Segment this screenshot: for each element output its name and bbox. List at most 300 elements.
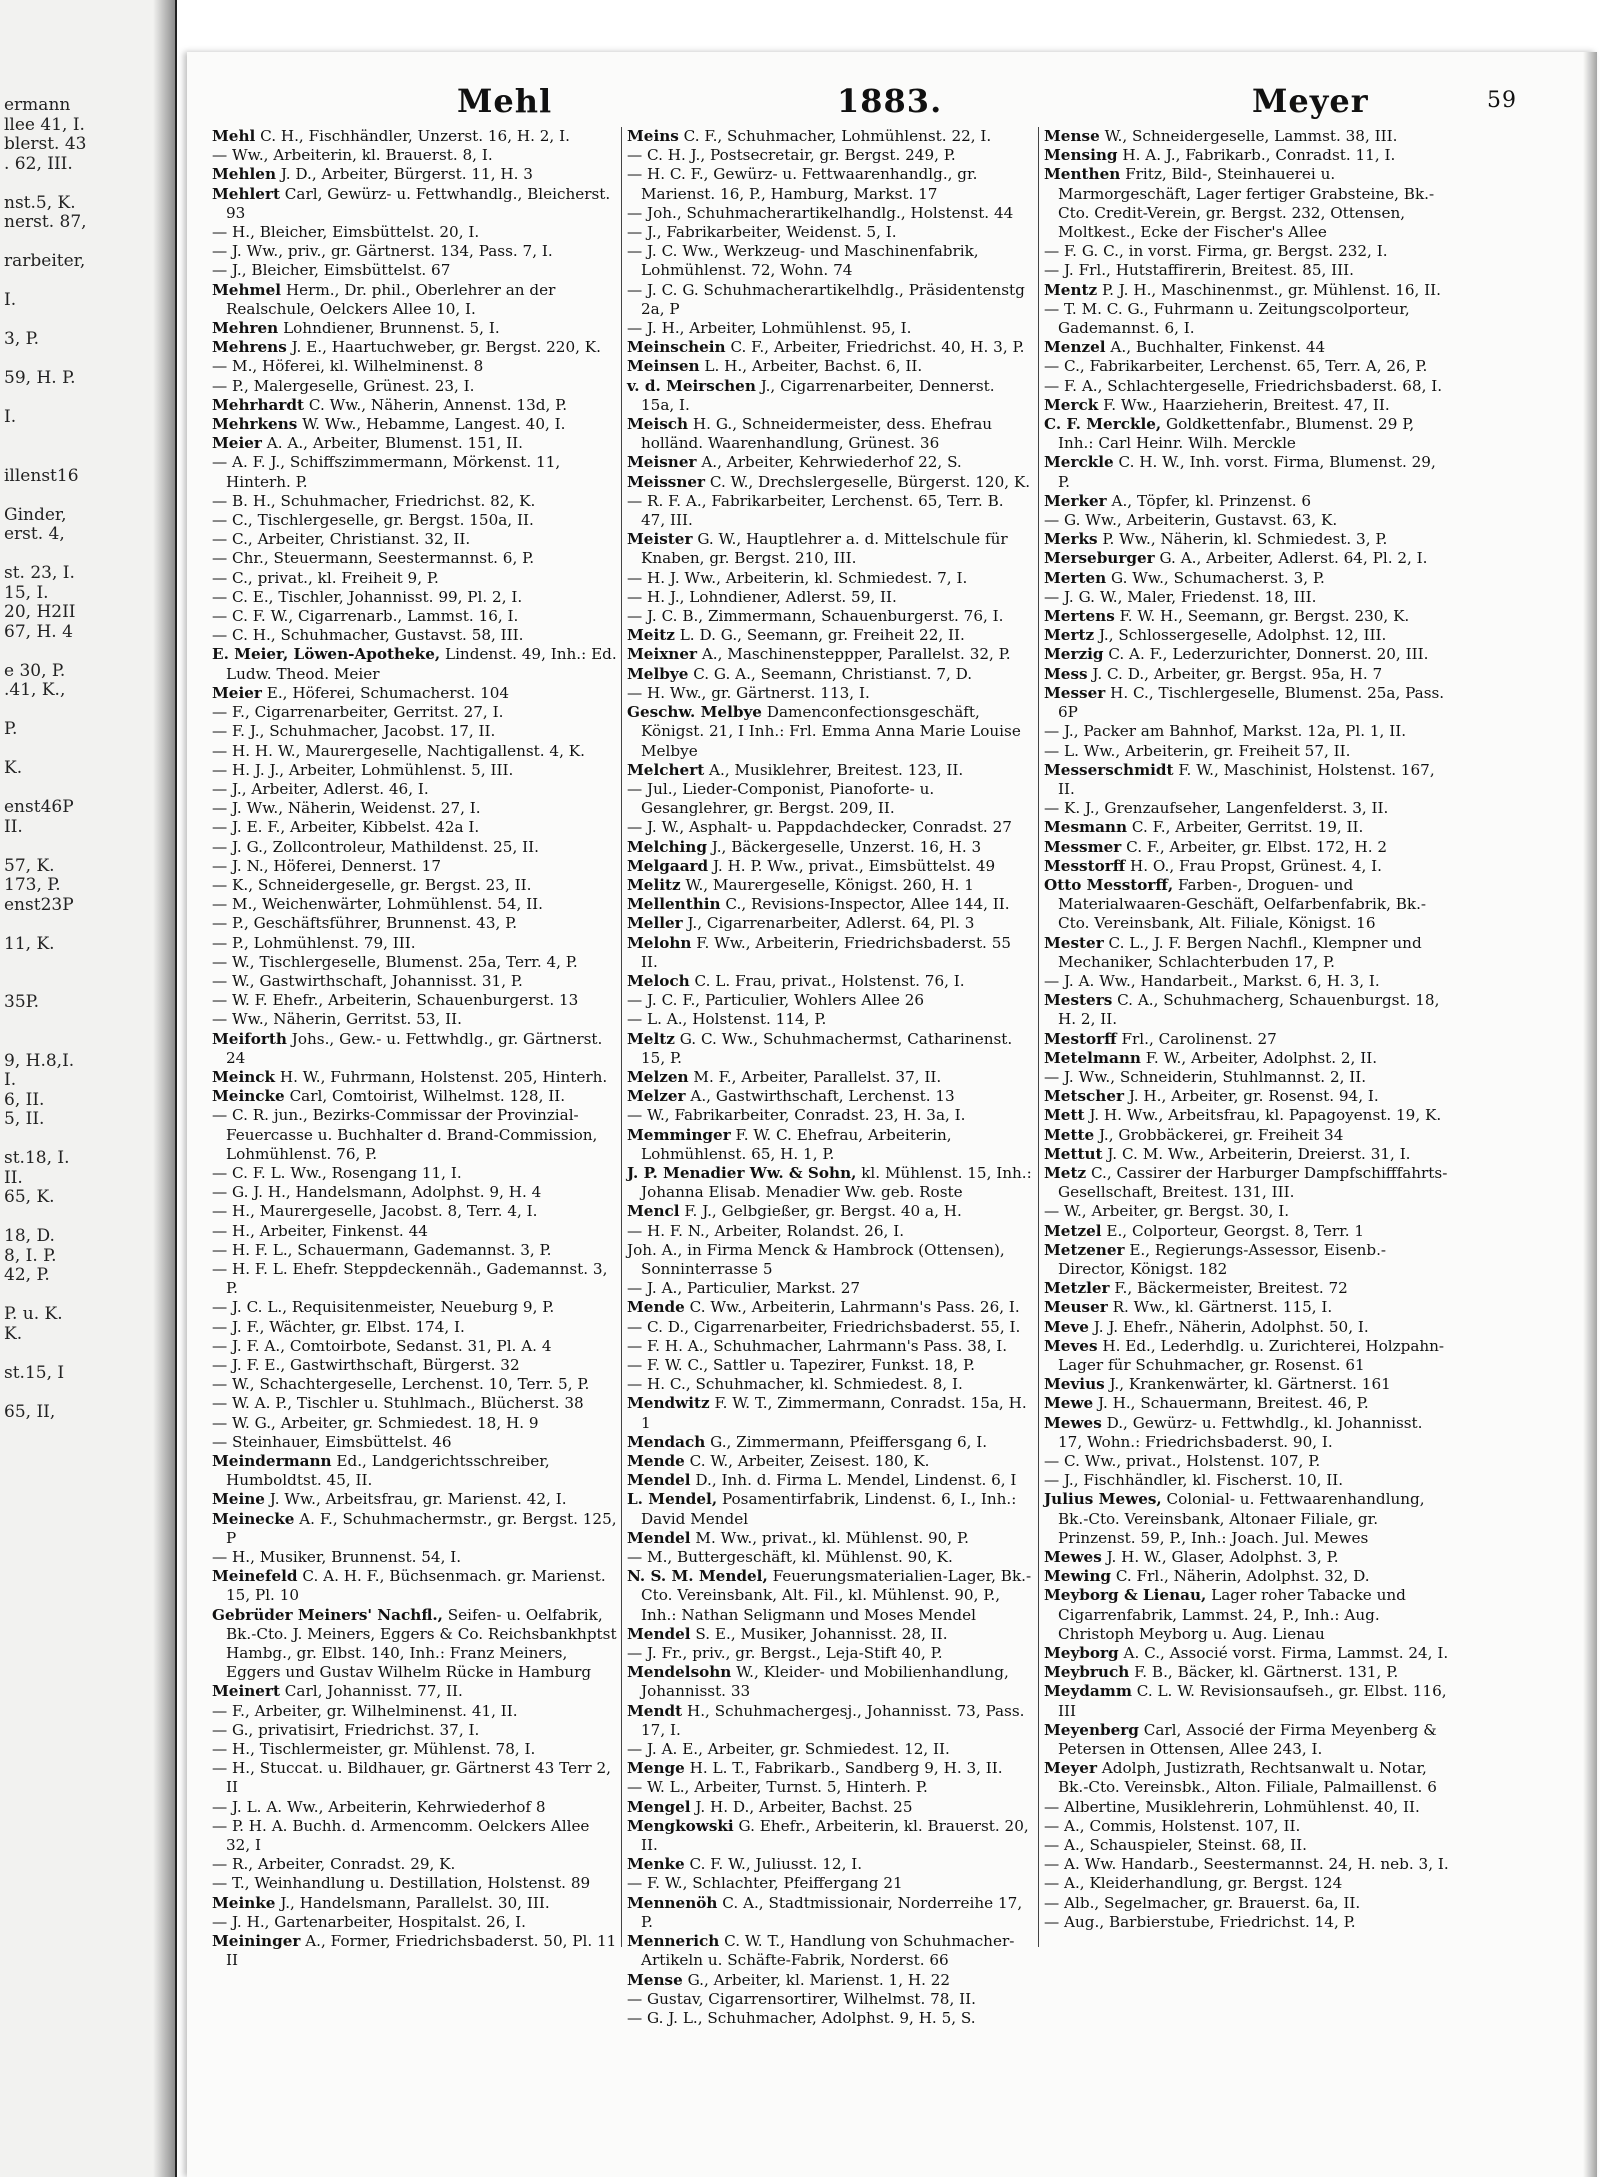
entry-details: J. H. Ww., Arbeitsfrau, kl. Papagoyenst. 19, K. (1089, 1106, 1442, 1125)
directory-entry (212, 588, 617, 607)
entry-details: L. H., Arbeiter, Bachst. 6, II. (704, 357, 923, 376)
entry-details: — C. E., Tischler, Johannisst. 99, Pl. 2, I. (212, 587, 523, 606)
facing-page-text: blerst. 43 (4, 134, 87, 154)
entry-details: — H. J. J., Arbeiter, Lohmühlenst. 5, III. (212, 760, 514, 779)
entry-details: C. A. H. F., Büchsenmach. gr. Marienst. 15, Pl. 10 (226, 1567, 606, 1605)
entry-surname: Mendwitz (627, 1394, 710, 1413)
directory-entry (1044, 511, 1449, 530)
entry-details: — H. H. W., Maurergeselle, Nachtigallenst. 4, K. (212, 741, 585, 760)
directory-entry (627, 914, 1032, 933)
directory-entry (212, 1260, 617, 1298)
entry-details: A., Former, Friedrichsbaderst. 50, Pl. 11 II (226, 1932, 617, 1970)
entry-details: H., Schuhmachergesj., Johannisst. 73, Pass. 17, I. (641, 1701, 1025, 1739)
entry-details: C. A. F., Lederzurichter, Donnerst. 20, III. (1108, 645, 1429, 664)
facing-page-text: enst23P (4, 894, 74, 915)
entry-details: Feuerungsmaterialien-Lager, Bk.-Cto. Vereinsbank, Alt. Fil., kl. Mühlenst. 90, P., Inh.: Nathan Seligmann und Moses Mendel (641, 1567, 1032, 1624)
entry-details: — F. A., Schlachtergeselle, Friedrichsbaderst. 68, I. (1044, 376, 1443, 395)
entry-surname: C. F. Merckle, (1044, 415, 1162, 434)
directory-entry (1044, 357, 1449, 376)
directory-entry (1044, 1548, 1449, 1567)
directory-entry (627, 242, 1032, 280)
entry-details: — J. F. A., Comtoirbote, Sedanst. 31, Pl. A. 4 (212, 1336, 552, 1355)
entry-details: — F. H. A., Schuhmacher, Lahrmann's Pass. 38, I. (627, 1336, 1008, 1355)
directory-entry (1044, 1874, 1449, 1893)
facing-page-text: 35P. (4, 992, 40, 1012)
column-middle (627, 127, 1032, 2028)
directory-entry (212, 319, 617, 338)
directory-entry (627, 1932, 1032, 1970)
entry-details: — Gustav, Cigarrensortirer, Wilhelmst. 78, II. (627, 1989, 976, 2008)
facing-page-text: K. (4, 1323, 23, 1344)
entry-surname: Mendach (627, 1432, 706, 1451)
directory-entry (1044, 1202, 1449, 1221)
entry-details: A., Buchhalter, Finkenst. 44 (1110, 338, 1326, 357)
entry-details: — H., Maurergeselle, Jacobst. 8, Terr. 4, I. (212, 1202, 538, 1221)
directory-entry (627, 1990, 1032, 2009)
entry-details: — W. F. Ehefr., Arbeiterin, Schauenburgerst. 13 (212, 991, 579, 1010)
directory-entry (627, 281, 1032, 319)
entry-details: C. L. W. Revisionsaufseh., gr. Elbst. 116, III (1058, 1682, 1447, 1720)
entry-details: A. F., Schuhmachermstr., gr. Bergst. 125, P (226, 1509, 617, 1547)
entry-details: — J. C. Ww., Werkzeug- und Maschinenfabrik, Lohmühlenst. 72, Wohn. 74 (627, 242, 979, 280)
directory-entry (627, 415, 1032, 453)
entry-details: C., Revisions-Inspector, Allee 144, II. (725, 895, 1010, 914)
directory-entry (212, 1202, 617, 1221)
directory-entry (212, 818, 617, 837)
column-left (212, 127, 617, 1971)
directory-entry (627, 1644, 1032, 1663)
directory-entry (212, 1740, 617, 1759)
entry-details: Lager roher Tabacke und Cigarrenfabrik, Lammst. 24, P., Inh.: Aug. Christoph Meyborg u. Aug. Lienau (1058, 1586, 1406, 1643)
directory-entry (1044, 1087, 1449, 1106)
entry-details: H. G., Schneidermeister, dess. Ehefrau holländ. Waarenhandlung, Grünest. 36 (641, 415, 993, 453)
entry-surname: Metzler (1044, 1279, 1110, 1298)
facing-page-text: 6, II. (4, 1089, 45, 1110)
directory-entry (212, 1874, 617, 1893)
entry-details: F. W. C. Ehefrau, Arbeiterin, Lohmühlenst. 65, H. 1, P. (641, 1125, 952, 1163)
entry-surname: Meinefeld (212, 1567, 298, 1586)
directory-entry (627, 1241, 1032, 1279)
entry-surname: Melitz (627, 875, 681, 894)
directory-entry (212, 1241, 617, 1260)
entry-details: — C., Fabrikarbeiter, Lerchenst. 65, Terr. A, 26, P. (1044, 357, 1428, 376)
directory-entry (212, 338, 617, 357)
directory-entry (627, 1894, 1032, 1932)
directory-entry (212, 684, 617, 703)
facing-page-text: 11, K. (4, 933, 55, 954)
directory-entry (212, 1318, 617, 1337)
entry-details: — A., Schauspieler, Steinst. 68, II. (1044, 1836, 1307, 1855)
entry-surname: Mengel (627, 1797, 691, 1816)
entry-details: Ed., Landgerichtsschreiber, Humboldtst. 45, II. (226, 1452, 550, 1490)
entry-surname: Melching (627, 837, 707, 856)
entry-surname: Merseburger (1044, 549, 1155, 568)
directory-entry (212, 742, 617, 761)
entry-details: J., Handelsmann, Parallelst. 30, III. (280, 1893, 550, 1912)
entry-surname: Mestorff (1044, 1029, 1117, 1048)
entry-details: F. J., Gelbgießer, gr. Bergst. 40 a, H. (684, 1202, 962, 1221)
entry-details: A. C., Associé vorst. Firma, Lammst. 24, I. (1123, 1644, 1449, 1663)
entry-details: F. B., Bäcker, kl. Gärtnerst. 131, P. (1134, 1663, 1399, 1682)
entry-surname: Meve (1044, 1317, 1089, 1336)
entry-details: Herm., Dr. phil., Oberlehrer an der Realschule, Oelckers Allee 10, I. (226, 280, 556, 318)
directory-entry (212, 1913, 617, 1932)
entry-surname: E. Meier, Löwen-Apotheke, (212, 645, 441, 664)
entry-surname: Meitz (627, 626, 675, 645)
entry-details: J. H. W., Glaser, Adolphst. 3, P. (1106, 1548, 1339, 1567)
entry-surname: Mehrkens (212, 415, 298, 434)
entry-details: G. W., Hauptlehrer a. d. Mittelschule für Knaben, gr. Bergst. 210, III. (641, 530, 1008, 568)
entry-surname: Messerschmidt (1044, 760, 1174, 779)
entry-details: G. A., Arbeiter, Adlerst. 64, Pl. 2, I. (1159, 549, 1428, 568)
directory-entry (1044, 1145, 1449, 1164)
entry-surname: Metzel (1044, 1221, 1102, 1240)
directory-entry (212, 1356, 617, 1375)
entry-surname: Mertens (1044, 607, 1115, 626)
entry-details: M. F., Arbeiter, Parallelst. 37, II. (693, 1067, 942, 1086)
entry-details: R. Ww., kl. Gärtnerst. 115, I. (1112, 1298, 1333, 1317)
entry-details: — Chr., Steuermann, Seestermannst. 6, P. (212, 549, 535, 568)
column-right (1044, 127, 1449, 1932)
directory-entry (212, 1087, 617, 1106)
entry-details: — Albertine, Musiklehrerin, Lohmühlenst. 40, II. (1044, 1797, 1420, 1816)
facing-page-text: 3, P. (4, 329, 40, 349)
entry-details: J. D., Arbeiter, Bürgerst. 11, H. 3 (280, 165, 533, 184)
directory-entry (627, 857, 1032, 876)
directory-entry (212, 626, 617, 645)
entry-details: H. L. T., Fabrikarb., Sandberg 9, H. 3, II. (689, 1759, 1003, 1778)
entry-details: P. J. H., Maschinenmst., gr. Mühlenst. 16, II. (1101, 280, 1442, 299)
directory-entry (1044, 1068, 1449, 1087)
directory-entry (627, 1279, 1032, 1298)
entry-details: J. H., Arbeiter, gr. Rosenst. 94, I. (1128, 1087, 1379, 1106)
directory-entry (1044, 281, 1449, 300)
directory-entry (1044, 453, 1449, 491)
entry-surname: Meininger (212, 1932, 301, 1951)
entry-surname: Messmer (1044, 837, 1122, 856)
entry-surname: Meixner (627, 645, 698, 664)
entry-surname: Mendel (627, 1471, 691, 1490)
directory-entry (1044, 1490, 1449, 1548)
directory-entry (1044, 1164, 1449, 1202)
entry-details: — G. J. H., Handelsmann, Adolphst. 9, H. 4 (212, 1183, 542, 1202)
entry-details: H. C., Tischlergeselle, Blumenst. 25a, Pass. 6P (1058, 683, 1445, 722)
facing-page-text: 9, H.8,I. (4, 1050, 75, 1071)
entry-surname: Mehlen (212, 165, 276, 184)
facing-page-text: enst46P (4, 797, 74, 817)
directory-entry (627, 1222, 1032, 1241)
directory-entry (212, 895, 617, 914)
entry-details: C. F. W., Juliusst. 12, I. (689, 1855, 863, 1874)
directory-entry (627, 473, 1032, 492)
directory-entry (212, 1222, 617, 1241)
entry-surname: Meisch (627, 415, 689, 434)
directory-entry (212, 242, 617, 261)
entry-details: C. Frl., Näherin, Adolphst. 32, D. (1115, 1567, 1370, 1586)
page-number: 59 (1487, 88, 1517, 113)
directory-entry (627, 1010, 1032, 1029)
directory-entry (1044, 1394, 1449, 1413)
entry-details: — W. L., Arbeiter, Turnst. 5, Hinterh. P. (627, 1778, 928, 1797)
directory-entry (627, 1337, 1032, 1356)
directory-entry (1044, 799, 1449, 818)
entry-surname: Meissner (627, 472, 706, 491)
entry-surname: Meydamm (1044, 1682, 1132, 1701)
entry-details: — Aug., Barbierstube, Friedrichst. 14, P. (1044, 1912, 1356, 1931)
directory-entry (212, 1798, 617, 1817)
entry-details: — T., Weinhandlung u. Destillation, Holstenst. 89 (212, 1874, 591, 1893)
directory-entry (1044, 1106, 1449, 1125)
entry-details: C. A., Schuhmacherg, Schauenburgst. 18, H. 2, II. (1058, 991, 1440, 1029)
entry-surname: Meuser (1044, 1298, 1108, 1317)
facing-page-text: st.15, I (4, 1362, 65, 1383)
directory-entry (1044, 588, 1449, 607)
directory-entry (1044, 127, 1449, 146)
entry-details: C. F., Schuhmacher, Lohmühlenst. 22, I. (683, 127, 992, 145)
entry-details: — W., Arbeiter, gr. Bergst. 30, I. (1044, 1202, 1290, 1221)
entry-surname: Mellenthin (627, 895, 721, 914)
entry-details: H. Ed., Lederhdlg. u. Zurichterei, Holzpahn-Lager für Schuhmacher, gr. Rosenst. 61 (1058, 1336, 1445, 1374)
directory-entry (627, 684, 1032, 703)
entry-surname: Mehrens (212, 338, 287, 357)
entry-details: — K. J., Grenzaufseher, Langenfelderst. 3, II. (1044, 799, 1389, 818)
entry-details: W. Ww., Hebamme, Langest. 40, I. (302, 415, 566, 434)
entry-details: W., Kleider- und Mobilienhandlung, Johannisst. 33 (641, 1663, 1009, 1701)
directory-entry (1044, 1298, 1449, 1317)
entry-details: C. W., Arbeiter, Zeisest. 180, K. (689, 1452, 930, 1471)
directory-entry (212, 1548, 617, 1567)
directory-entry (1044, 1817, 1449, 1836)
facing-page-text: K. (4, 758, 23, 778)
directory-entry (212, 357, 617, 376)
entry-surname: Mende (627, 1298, 685, 1317)
directory-entry (1044, 1759, 1449, 1797)
directory-entry (1044, 569, 1449, 588)
entry-surname: Meves (1044, 1336, 1098, 1355)
directory-entry (212, 1721, 617, 1740)
entry-details: Lindenst. 49, Inh.: Ed. Ludw. Theod. Meier (226, 645, 617, 683)
directory-entry (212, 185, 617, 223)
entry-surname: Melgaard (627, 856, 709, 875)
entry-details: — P., Malergeselle, Grünest. 23, I. (212, 376, 475, 395)
facing-page-text: st.18, I. (4, 1148, 70, 1168)
directory-entry (212, 1337, 617, 1356)
facing-page-text: 173, P. (4, 875, 61, 895)
directory-entry (627, 1490, 1032, 1528)
entry-details: J. H. D., Arbeiter, Bachst. 25 (695, 1797, 913, 1816)
entry-details: C. L., J. F. Bergen Nachfl., Klempner und Mechaniker, Schlachterbuden 17, P. (1058, 933, 1422, 971)
entry-details: C. W., Drechslergeselle, Bürgerst. 120, K. (709, 472, 1031, 491)
directory-entry (1044, 1836, 1449, 1855)
directory-entry (212, 281, 617, 319)
entry-details: Carl, Johannisst. 77, II. (284, 1682, 463, 1701)
directory-entry (212, 1606, 617, 1683)
entry-details: — F., Arbeiter, gr. Wilhelminenst. 41, II. (212, 1701, 518, 1720)
entry-details: — G., privatisirt, Friedrichst. 37, I. (212, 1720, 480, 1739)
directory-entry (627, 838, 1032, 857)
directory-entry (627, 607, 1032, 626)
directory-entry (627, 1971, 1032, 1990)
page-header (187, 82, 1597, 122)
entry-details: Colonial- u. Fettwaarenhandlung, Bk.-Cto. Vereinsbank, Altonaer Filiale, gr. Prinzenst. 59, P., Inh.: Joach. Jul. Mewes (1058, 1490, 1425, 1547)
header-first-word: Mehl (457, 82, 553, 120)
binding-shadow (153, 0, 175, 2177)
entry-details: A., Gastwirthschaft, Lerchenst. 13 (690, 1087, 955, 1106)
entry-details: — R. F. A., Fabrikarbeiter, Lerchenst. 65, Terr. B. 47, III. (627, 491, 1004, 530)
directory-entry (212, 165, 617, 184)
directory-entry (1044, 857, 1449, 876)
directory-entry (1044, 1337, 1449, 1375)
entry-details: — J. Fr., priv., gr. Bergst., Leja-Stift 40, P. (627, 1644, 943, 1663)
entry-details: — J., Arbeiter, Adlerst. 46, I. (212, 779, 429, 798)
facing-page-text: 20, H2II (4, 602, 76, 622)
entry-surname: Meinke (212, 1893, 276, 1912)
entry-surname: Mewes (1044, 1548, 1102, 1567)
entry-surname: Meyborg & Lienau, (1044, 1586, 1207, 1605)
directory-entry (627, 1778, 1032, 1797)
directory-entry (627, 569, 1032, 588)
entry-surname: Mehrhardt (212, 395, 305, 414)
entry-details: Farben-, Droguen- und Materialwaaren-Geschäft, Oelfarbenfabrik, Bk.-Cto. Vereinsbank, Alt. Filiale, Königst. 16 (1058, 875, 1427, 933)
facing-page-text: llee 41, I. (4, 114, 85, 135)
entry-details: — F. G. C., in vorst. Firma, gr. Bergst. 232, I. (1044, 242, 1388, 261)
directory-entry (212, 261, 617, 280)
entry-details: J., Bäckergeselle, Unzerst. 16, H. 3 (711, 837, 982, 856)
entry-details: S. E., Musiker, Johannisst. 28, II. (695, 1624, 948, 1643)
entry-details: A., Maschinensteppper, Parallelst. 32, P. (701, 645, 1011, 664)
entry-details: J. C. M. Ww., Arbeiterin, Dreierst. 31, I. (1107, 1144, 1411, 1163)
entry-details: — H. J. Ww., Arbeiterin, kl. Schmiedest. 7, I. (627, 568, 968, 587)
facing-page-text: P. (4, 719, 18, 739)
entry-details: W., Schneidergeselle, Lammst. 38, III. (1104, 127, 1398, 145)
entry-details: G., Zimmermann, Pfeiffersgang 6, I. (710, 1432, 988, 1451)
entry-surname: Mertz (1044, 626, 1095, 645)
entry-details: Joh. A., in Firma Menck & Hambrock (Ottensen), Sonninterrasse 5 (627, 1240, 1005, 1278)
facing-page-text: nerst. 87, (4, 212, 87, 232)
entry-surname: Meybruch (1044, 1663, 1130, 1682)
directory-entry (1044, 1644, 1449, 1663)
directory-entry (212, 1030, 617, 1068)
entry-details: J. H., Schauermann, Breitest. 46, P. (1098, 1394, 1369, 1413)
page-edge-shadow (1583, 52, 1597, 2177)
entry-surname: Meinert (212, 1682, 280, 1701)
entry-details: — P., Geschäftsführer, Brunnenst. 43, P. (212, 914, 518, 933)
entry-details: A., Töpfer, kl. Prinzenst. 6 (1111, 491, 1312, 510)
entry-details: — W., Gastwirthschaft, Johannisst. 31, P. (212, 971, 523, 990)
entry-surname: Mendelsohn (627, 1663, 732, 1682)
entry-surname: Meier (212, 683, 262, 702)
entry-details: — J., Bleicher, Eimsbüttelst. 67 (212, 261, 451, 280)
facing-page-edge (0, 0, 177, 2177)
directory-entry (627, 377, 1032, 415)
entry-details: — C. H. J., Postsecretair, gr. Bergst. 249, P. (627, 146, 956, 165)
directory-entry (1044, 665, 1449, 684)
directory-entry (627, 626, 1032, 645)
directory-entry (1044, 300, 1449, 338)
entry-details: — C. R. jun., Bezirks-Commissar der Provinzial-Feuercasse u. Buchhalter d. Brand-Commission, Lohmühlenst. 76, P. (212, 1106, 598, 1163)
entry-details: — J., Fabrikarbeiter, Weidenst. 5, I. (627, 223, 897, 242)
facing-page-text: . 62, III. (4, 153, 73, 174)
entry-surname: Mensing (1044, 146, 1118, 165)
entry-surname: Meins (627, 127, 679, 145)
directory-entry (212, 1375, 617, 1394)
facing-page-text: P. u. K. (4, 1304, 63, 1324)
entry-details: — J. Ww., Schneiderin, Stuhlmannst. 2, II. (1044, 1067, 1367, 1086)
directory-entry (212, 415, 617, 434)
directory-entry (627, 1068, 1032, 1087)
directory-entry (627, 1625, 1032, 1644)
directory-entry (212, 1106, 617, 1164)
directory-entry (1044, 742, 1449, 761)
column-divider (621, 127, 622, 1947)
entry-details: — W., Fabrikarbeiter, Conradst. 23, H. 3a, I. (627, 1106, 966, 1125)
entry-details: — J. N., Höferei, Dennerst. 17 (212, 856, 441, 875)
entry-details: — Alb., Segelmacher, gr. Brauerst. 6a, II. (1044, 1893, 1361, 1912)
facing-page-text: 5, II. (4, 1109, 45, 1129)
entry-details: — J. H., Gartenarbeiter, Hospitalst. 26, I. (212, 1912, 526, 1931)
directory-entry (627, 1375, 1032, 1394)
entry-surname: Metzener (1044, 1240, 1125, 1259)
entry-details: D., Gewürz- u. Fettwhdlg., kl. Johannisst. 17, Wohn.: Friedrichsbaderst. 90, I. (1058, 1413, 1423, 1451)
entry-details: — W., Tischlergeselle, Blumenst. 25a, Terr. 4, P. (212, 952, 578, 971)
entry-surname: Geschw. Melbye (627, 703, 762, 722)
directory-entry (1044, 242, 1449, 261)
directory-entry (212, 453, 617, 491)
directory-entry (1044, 415, 1449, 453)
entry-surname: Menke (627, 1855, 685, 1874)
entry-details: — H. C. F., Gewürz- u. Fettwaarenhandlg., gr. Marienst. 16, P., Hamburg, Markst. 17 (627, 165, 978, 203)
directory-entry (212, 1010, 617, 1029)
directory-entry (212, 1702, 617, 1721)
entry-details: G. Ww., Schumacherst. 3, P. (1111, 568, 1325, 587)
directory-entry (212, 1682, 617, 1701)
entry-details: — Ww., Näherin, Gerritst. 53, II. (212, 1010, 462, 1029)
directory-entry (627, 1126, 1032, 1164)
directory-entry (1044, 1682, 1449, 1720)
facing-page-text: erst. 4, (4, 524, 65, 544)
entry-details: C. L. Frau, privat., Holstenst. 76, I. (694, 971, 965, 990)
entry-surname: Meltz (627, 1029, 675, 1048)
entry-details: — P. H. A. Buchh. d. Armencomm. Oelckers Allee 32, I (212, 1816, 590, 1855)
directory-entry (1044, 530, 1449, 549)
entry-details: G. Ehefr., Arbeiterin, kl. Brauerst. 20, II. (641, 1816, 1029, 1855)
directory-entry (627, 1855, 1032, 1874)
entry-surname: Merckle (1044, 453, 1114, 472)
directory-entry (1044, 838, 1449, 857)
directory-entry (627, 127, 1032, 146)
directory-entry (212, 972, 617, 991)
entry-details: — J. G., Zollcontroleur, Mathildenst. 25, II. (212, 837, 539, 856)
directory-entry (212, 1414, 617, 1433)
facing-page-text: illenst16 (4, 465, 79, 486)
facing-page-text: 42, P. (4, 1265, 50, 1285)
entry-details: J. E., Haartuchweber, gr. Bergst. 220, K. (291, 338, 601, 357)
directory-entry (212, 857, 617, 876)
entry-surname: Mett (1044, 1106, 1085, 1125)
entry-surname: Julius Mewes, (1044, 1490, 1162, 1509)
entry-surname: Meincke (212, 1087, 285, 1106)
directory-entry (627, 146, 1032, 165)
entry-details: — H. F. L. Ehefr. Steppdeckennäh., Gademannst. 3, P. (212, 1259, 608, 1298)
directory-entry (212, 934, 617, 953)
directory-entry (627, 991, 1032, 1010)
directory-entry (1044, 1721, 1449, 1759)
entry-details: — J. L. A. Ww., Arbeiterin, Kehrwiederhof 8 (212, 1797, 546, 1816)
entry-details: J. J. Ehefr., Näherin, Adolphst. 50, I. (1093, 1317, 1369, 1336)
entry-details: P. Ww., Näherin, kl. Schmiedest. 3, P. (1102, 530, 1388, 549)
entry-surname: Meinsen (627, 357, 700, 376)
directory-entry (1044, 377, 1449, 396)
